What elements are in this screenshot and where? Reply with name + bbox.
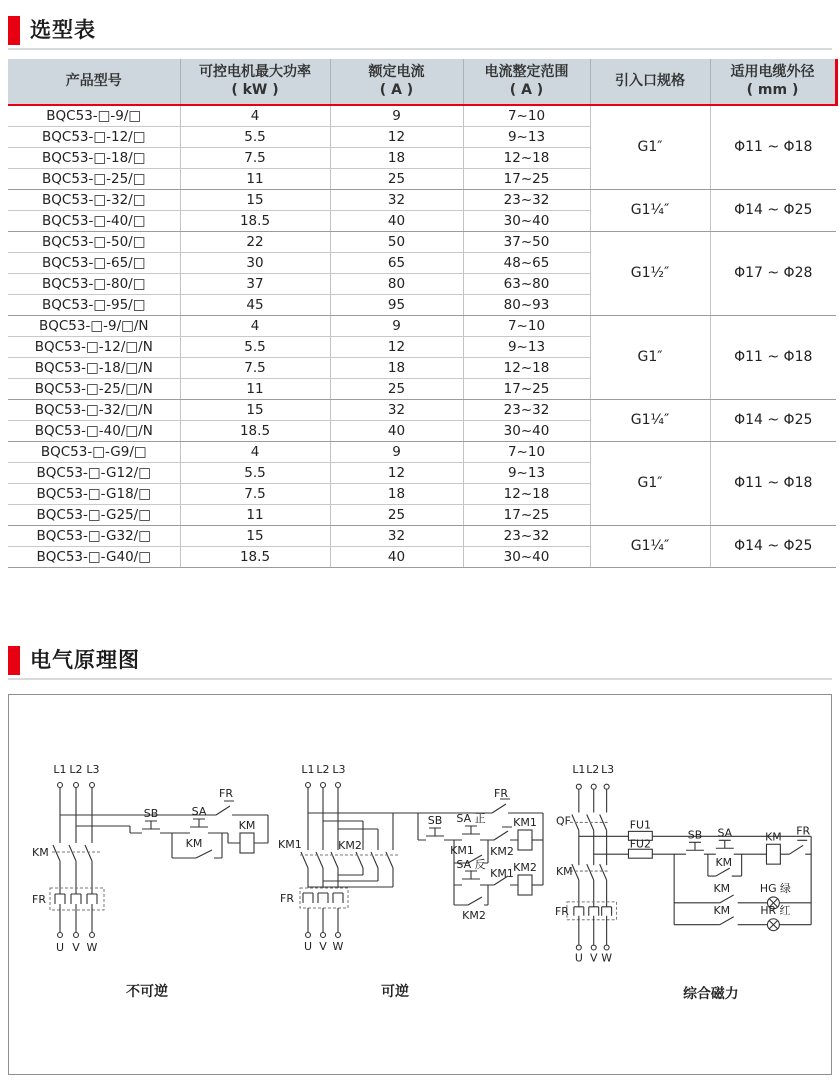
cell-range: 30~40	[463, 210, 590, 231]
label-l3: L3	[86, 762, 100, 776]
label-sb-button: SB	[687, 827, 703, 841]
label-u: U	[303, 939, 313, 953]
cell-current: 80	[330, 273, 463, 294]
label-fu1-fuse: FU1	[629, 817, 651, 831]
label-l2: L2	[69, 762, 83, 776]
col-unit: ( A )	[379, 81, 414, 98]
cell-power: 7.5	[180, 483, 330, 504]
cell-model: BQC53-□-12/□	[8, 126, 180, 147]
cell-power: 4	[180, 441, 330, 462]
label-green-lamp: HG 绿	[759, 881, 791, 895]
table-row	[8, 231, 836, 252]
cell-power: 15	[180, 189, 330, 210]
section-title: 选型表	[30, 18, 96, 42]
cell-model: BQC53-□-G40/□	[8, 546, 180, 567]
cell-inlet-spec: G1″	[590, 105, 710, 189]
cell-power: 18.5	[180, 210, 330, 231]
label-sb-button: SB	[143, 806, 159, 820]
caption-nonreversible: 不可逆	[126, 983, 168, 1000]
col-header-range	[463, 59, 590, 105]
label-l3: L3	[332, 762, 346, 776]
label-v: V	[319, 939, 327, 953]
cell-inlet-spec: G1¹⁄₂″	[590, 231, 710, 315]
cell-model: BQC53-□-40/□	[8, 210, 180, 231]
label-w: W	[601, 950, 613, 964]
cell-current: 40	[330, 210, 463, 231]
cell-cable-diameter: Φ11 ~ Φ18	[710, 105, 836, 189]
cell-power: 5.5	[180, 336, 330, 357]
cell-cable-diameter: Φ14 ~ Φ25	[710, 189, 836, 231]
cell-power: 5.5	[180, 462, 330, 483]
col-label: 引入口规格	[615, 72, 685, 89]
cell-current: 18	[330, 357, 463, 378]
section-title: 电气原理图	[30, 647, 140, 672]
cell-model: BQC53-□-9/□	[8, 105, 180, 126]
label-l2: L2	[316, 762, 330, 776]
label-v: V	[72, 940, 80, 954]
cell-range: 80~93	[463, 294, 590, 315]
caption-reversible: 可逆	[381, 983, 409, 1000]
cell-model: BQC53-□-50/□	[8, 231, 180, 252]
cell-current: 12	[330, 126, 463, 147]
col-label: 可控电机最大功率	[199, 64, 311, 80]
col-label: 额定电流	[368, 64, 425, 80]
label-km2-contactor: KM2	[338, 838, 362, 852]
label-qf-breaker: QF	[555, 813, 571, 827]
cell-power: 18.5	[180, 546, 330, 567]
cell-range: 17~25	[463, 168, 590, 189]
cell-range: 48~65	[463, 252, 590, 273]
cell-model: BQC53-□-G25/□	[8, 504, 180, 525]
cell-range: 9~13	[463, 336, 590, 357]
col-header-cable	[710, 59, 836, 105]
cell-current: 12	[330, 336, 463, 357]
selection-table-body	[8, 105, 836, 567]
label-km1-coil: KM1	[513, 815, 537, 829]
cell-current: 65	[330, 252, 463, 273]
cell-power: 22	[180, 231, 330, 252]
col-label: 适用电缆外径	[730, 64, 815, 80]
cell-cable-diameter: Φ11 ~ Φ18	[710, 315, 836, 399]
cell-range: 30~40	[463, 420, 590, 441]
cell-power: 30	[180, 252, 330, 273]
cell-inlet-spec: G1″	[590, 441, 710, 525]
cell-cable-diameter: Φ11 ~ Φ18	[710, 441, 836, 525]
cell-model: BQC53-□-25/□/N	[8, 378, 180, 399]
circuit-diagram-combined-magnetic	[555, 752, 831, 1014]
label-fr-relay: FR	[555, 904, 569, 918]
label-km1-aux: KM1	[450, 843, 474, 857]
label-fr-contact: FR	[219, 786, 233, 800]
cell-inlet-spec: G1¹⁄₄″	[590, 525, 710, 567]
cell-model: BQC53-□-G18/□	[8, 483, 180, 504]
label-fu2-fuse: FU2	[629, 836, 651, 850]
cell-model: BQC53-□-65/□	[8, 252, 180, 273]
cell-current: 32	[330, 525, 463, 546]
cell-power: 11	[180, 378, 330, 399]
label-l1: L1	[572, 762, 586, 776]
red-accent-bar	[8, 646, 20, 675]
cell-current: 18	[330, 483, 463, 504]
label-km2-nc: KM2	[490, 844, 514, 858]
label-sa-button: SA	[717, 825, 733, 839]
label-l3: L3	[601, 762, 615, 776]
cell-cable-diameter: Φ14 ~ Φ25	[710, 525, 836, 567]
cell-current: 32	[330, 399, 463, 420]
selection-table-head	[8, 59, 836, 105]
cell-cable-diameter: Φ17 ~ Φ28	[710, 231, 836, 315]
cell-range: 37~50	[463, 231, 590, 252]
table-row	[8, 105, 836, 126]
label-km-aux: KM	[185, 836, 203, 850]
cell-model: BQC53-□-25/□	[8, 168, 180, 189]
cell-range: 7~10	[463, 441, 590, 462]
cell-cable-diameter: Φ14 ~ Φ25	[710, 399, 836, 441]
table-row	[8, 315, 836, 336]
cell-power: 45	[180, 294, 330, 315]
label-w: W	[332, 939, 344, 953]
cell-power: 15	[180, 399, 330, 420]
cell-range: 23~32	[463, 189, 590, 210]
cell-model: BQC53-□-G32/□	[8, 525, 180, 546]
cell-range: 23~32	[463, 525, 590, 546]
cell-model: BQC53-□-32/□	[8, 189, 180, 210]
cell-power: 11	[180, 504, 330, 525]
label-l2: L2	[586, 762, 600, 776]
label-km2-aux: KM2	[462, 908, 486, 922]
label-km-lamp1: KM	[713, 881, 731, 895]
cell-power: 15	[180, 525, 330, 546]
cell-range: 12~18	[463, 483, 590, 504]
cell-model: BQC53-□-12/□/N	[8, 336, 180, 357]
label-km-aux: KM	[715, 855, 733, 869]
cell-current: 9	[330, 105, 463, 126]
cell-range: 9~13	[463, 126, 590, 147]
cell-current: 18	[330, 147, 463, 168]
label-km1-nc: KM1	[490, 866, 514, 880]
table-row	[8, 441, 836, 462]
cell-inlet-spec: G1″	[590, 315, 710, 399]
cell-current: 25	[330, 168, 463, 189]
col-header-power	[180, 59, 330, 105]
cell-power: 7.5	[180, 357, 330, 378]
col-unit: ( kW )	[231, 81, 279, 98]
cell-power: 5.5	[180, 126, 330, 147]
col-unit: ( A )	[509, 81, 544, 98]
col-label: 电流整定范围	[484, 64, 569, 80]
cell-inlet-spec: G1¹⁄₄″	[590, 189, 710, 231]
label-w: W	[86, 940, 98, 954]
label-sa-reverse: SA 反	[456, 857, 486, 871]
schematic-box	[8, 694, 832, 1075]
label-km1-contactor: KM1	[278, 837, 302, 851]
cell-current: 12	[330, 462, 463, 483]
cell-inlet-spec: G1¹⁄₄″	[590, 399, 710, 441]
table-row	[8, 189, 836, 210]
col-header-inlet	[590, 59, 710, 105]
cell-power: 11	[180, 168, 330, 189]
cell-power: 37	[180, 273, 330, 294]
cell-range: 23~32	[463, 399, 590, 420]
cell-model: BQC53-□-32/□/N	[8, 399, 180, 420]
circuit-diagram-nonreversible	[30, 755, 300, 1010]
section-header-selection	[8, 16, 832, 50]
label-u: U	[574, 950, 583, 964]
label-l1: L1	[301, 762, 315, 776]
cell-model: BQC53-□-G9/□	[8, 441, 180, 462]
cell-range: 7~10	[463, 315, 590, 336]
label-red-lamp: HR 红	[760, 903, 791, 917]
cell-current: 25	[330, 378, 463, 399]
cell-current: 32	[330, 189, 463, 210]
label-fr-contact: FR	[494, 786, 508, 800]
label-km-coil: KM	[765, 829, 782, 843]
label-km2-coil: KM2	[513, 860, 537, 874]
label-v: V	[589, 950, 598, 964]
label-km-lamp2: KM	[713, 903, 731, 917]
cell-model: BQC53-□-G12/□	[8, 462, 180, 483]
label-sa-forward: SA 正	[456, 811, 486, 825]
col-header-current	[330, 59, 463, 105]
cell-range: 30~40	[463, 546, 590, 567]
col-header-model	[8, 59, 180, 105]
label-u: U	[55, 940, 65, 954]
label-sb-button: SB	[427, 813, 443, 827]
section-header-schematic	[8, 646, 832, 680]
cell-current: 40	[330, 546, 463, 567]
cell-power: 4	[180, 105, 330, 126]
cell-range: 9~13	[463, 462, 590, 483]
table-row	[8, 525, 836, 546]
cell-power: 7.5	[180, 147, 330, 168]
col-label: 产品型号	[65, 72, 122, 89]
label-fr-contact: FR	[796, 823, 811, 837]
cell-model: BQC53-□-80/□	[8, 273, 180, 294]
col-unit: ( mm )	[746, 81, 799, 98]
label-km-contactor: KM	[32, 845, 49, 859]
cell-current: 50	[330, 231, 463, 252]
cell-model: BQC53-□-18/□	[8, 147, 180, 168]
cell-range: 17~25	[463, 378, 590, 399]
header-row	[8, 59, 836, 105]
red-accent-bar	[8, 16, 20, 45]
label-fr-relay: FR	[32, 892, 46, 906]
label-km-contactor: KM	[555, 864, 573, 878]
cell-range: 17~25	[463, 504, 590, 525]
label-fr-relay: FR	[280, 891, 294, 905]
cell-range: 12~18	[463, 357, 590, 378]
cell-model: BQC53-□-18/□/N	[8, 357, 180, 378]
caption-combined-magnetic: 综合磁力	[683, 985, 739, 1002]
cell-model: BQC53-□-9/□/N	[8, 315, 180, 336]
cell-current: 9	[330, 441, 463, 462]
label-l1: L1	[53, 762, 67, 776]
label-sa-button: SA	[191, 804, 207, 818]
label-km-coil: KM	[238, 818, 256, 832]
cell-current: 9	[330, 315, 463, 336]
circuit-diagram-reversible	[278, 755, 560, 1010]
cell-power: 4	[180, 315, 330, 336]
table-row	[8, 399, 836, 420]
cell-model: BQC53-□-40/□/N	[8, 420, 180, 441]
cell-power: 18.5	[180, 420, 330, 441]
cell-range: 12~18	[463, 147, 590, 168]
cell-range: 7~10	[463, 105, 590, 126]
cell-current: 25	[330, 504, 463, 525]
selection-table	[8, 59, 838, 568]
cell-current: 40	[330, 420, 463, 441]
cell-model: BQC53-□-95/□	[8, 294, 180, 315]
cell-current: 95	[330, 294, 463, 315]
cell-range: 63~80	[463, 273, 590, 294]
